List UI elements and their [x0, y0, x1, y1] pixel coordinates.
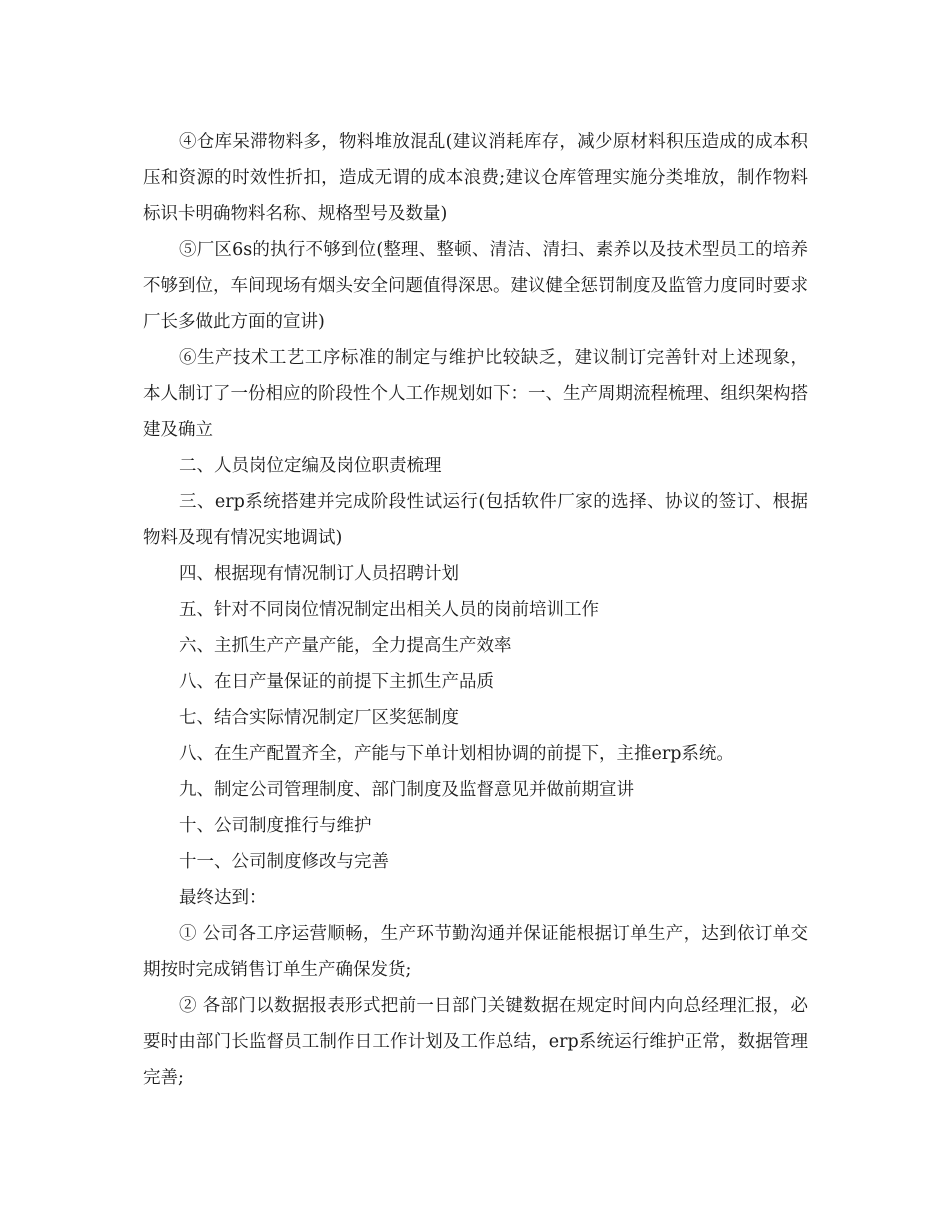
paragraph-goal-heading: 最终达到： [179, 888, 267, 908]
document-body [143, 124, 808, 1096]
paragraph-goal-2: ② 各部门以数据报表形式把前一日部门关键数据在规定时间内向总经理汇报，必要时由部门长监督员工制作日工作计划及工作总结，erp系统运行维护正常，数据管理完善; [143, 996, 808, 1088]
paragraph-plan-item-7: 七、结合实际情况制定厂区奖惩制度 [179, 708, 459, 728]
paragraph-plan-item-10: 十、公司制度推行与维护 [179, 816, 372, 836]
paragraph-plan-item-5: 五、针对不同岗位情况制定出相关人员的岗前培训工作 [179, 600, 599, 620]
paragraph-warehouse-issue: ④仓库呆滞物料多，物料堆放混乱(建议消耗库存，减少原材料积压造成的成本积压和资源的时效性折扣，造成无谓的成本浪费;建议仓库管理实施分类堆放，制作物料标识卡明确物料名称、规格型号及数量) [143, 132, 808, 224]
paragraph-plan-item-8a: 八、在日产量保证的前提下主抓生产品质 [179, 672, 494, 692]
paragraph-plan-item-11: 十一、公司制度修改与完善 [179, 852, 389, 872]
paragraph-goal-1: ① 公司各工序运营顺畅，生产环节勤沟通并保证能根据订单生产，达到依订单交期按时完成销售订单生产确保发货; [143, 924, 808, 980]
paragraph-plan-item-3: 三、erp系统搭建并完成阶段性试运行(包括软件厂家的选择、协议的签订、根据物料及现有情况实地调试) [143, 492, 808, 548]
paragraph-process-standard-issue: ⑥生产技术工艺工序标准的制定与维护比较缺乏，建议制订完善针对上述现象，本人制订了一份相应的阶段性个人工作规划如下：一、生产周期流程梳理、组织架构搭建及确立 [143, 348, 808, 440]
paragraph-6s-issue: ⑤厂区6s的执行不够到位(整理、整顿、清洁、清扫、素养以及技术型员工的培养不够到位，车间现场有烟头安全问题值得深思。建议健全惩罚制度及监管力度同时要求厂长多做此方面的宣讲) [143, 240, 808, 332]
paragraph-plan-item-4: 四、根据现有情况制订人员招聘计划 [179, 564, 459, 584]
paragraph-plan-item-2: 二、人员岗位定编及岗位职责梳理 [179, 456, 442, 476]
paragraph-plan-item-6: 六、主抓生产产量产能，全力提高生产效率 [179, 636, 512, 656]
paragraph-plan-item-9: 九、制定公司管理制度、部门制度及监督意见并做前期宣讲 [179, 780, 634, 800]
paragraph-plan-item-8b: 八、在生产配置齐全，产能与下单计划相协调的前提下，主推erp系统。 [179, 744, 734, 764]
